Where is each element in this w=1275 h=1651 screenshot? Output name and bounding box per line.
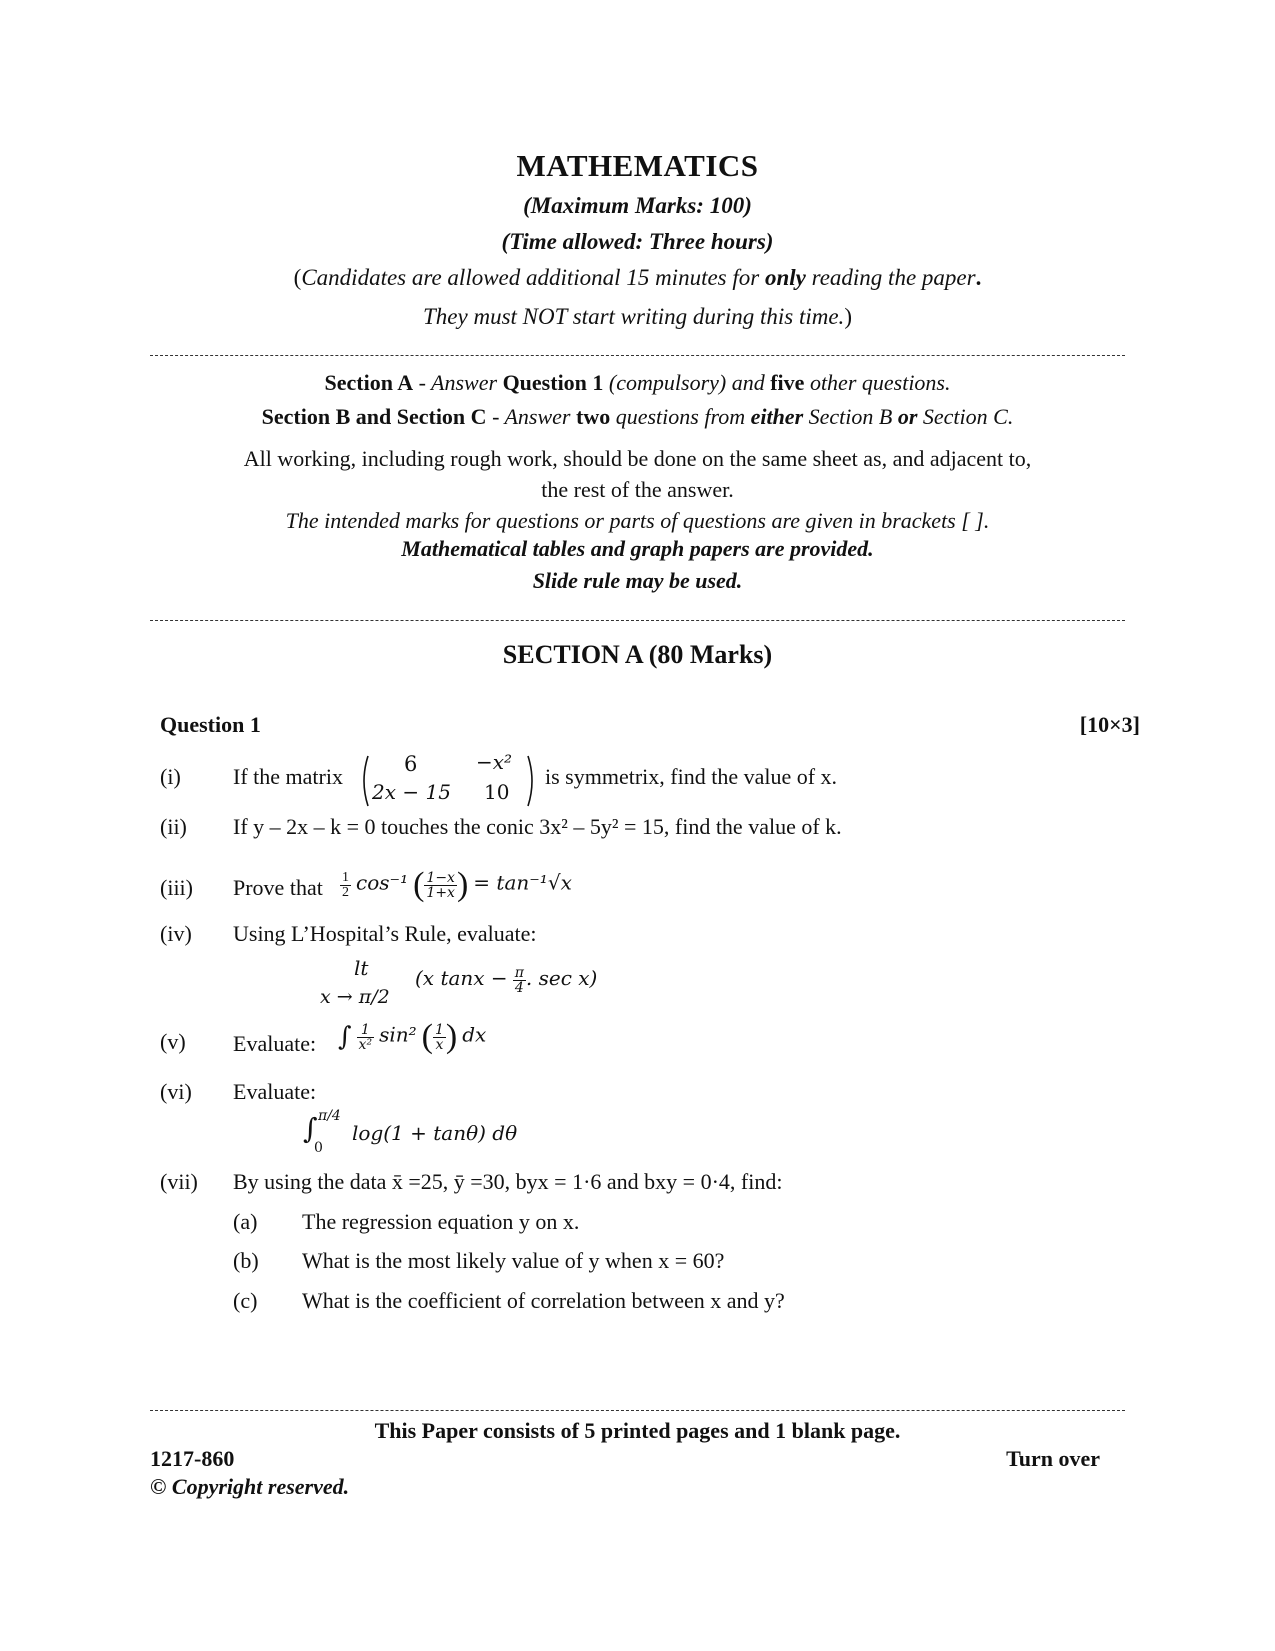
part-ii-label: (ii) [160,814,187,839]
section-a-title: SECTION A (80 Marks) [502,640,773,669]
part-iii-formula: $\frac{1}{2}$ cos⁻¹ ( $\frac{1-x}{1+x}$ ) = tan⁻¹√x [342,866,572,903]
pages-note: This Paper consists of 5 printed pages and 1 blank page. [374,1418,901,1443]
part-vii-text: By using the data x̄ =25, ȳ =30, byx = 1·6 and bxy = 0·4, find: [233,1169,783,1194]
integral-sign: ∫ [303,1112,318,1145]
reading-time-note-line2: They must NOT start writing during this time.) [423,304,852,329]
divider-bottom [150,1410,1125,1411]
part-iii-text-pre: Prove that [233,875,323,900]
part-vi-text: Evaluate: [233,1079,317,1104]
divider-top [150,355,1125,356]
part-iv-text: Using L’Hospital’s Rule, evaluate: [233,921,537,946]
integral-lower-limit: 0 [314,1140,323,1156]
part-ii-text: If y – 2x – k = 0 touches the conic 3x² – 5y² = 15, find the value of k. [233,814,842,839]
marks-note: The intended marks for questions or parts of questions are given in brackets [ ]. [285,508,990,533]
part-v-formula: ∫ $\frac{1}{\text{x²}}$ sin² ( $\frac{1}{x}$ ) dx [338,1018,487,1055]
paper-title: MATHEMATICS [516,148,759,183]
part-iv-label: (iv) [160,921,192,946]
paper-code: 1217-860 [150,1446,235,1471]
divider-middle [150,620,1125,621]
reading-time-note-line1: (Candidates are allowed additional 15 minutes for only reading the paper. [293,265,982,290]
part-i-text-pre: If the matrix [233,764,343,789]
limit-subscript: x → π/2 [320,986,390,1008]
integral-expression: log(1 + tanθ) dθ [352,1121,518,1145]
matrix-a12: −x² [476,750,513,774]
part-vii-b-label: (b) [233,1248,259,1273]
working-instruction-line2: the rest of the answer. [541,477,734,502]
matrix-a22: 10 [484,780,510,804]
part-vii-label: (vii) [160,1169,198,1194]
turn-over: Turn over [1006,1446,1100,1471]
max-marks: (Maximum Marks: 100) [523,193,752,218]
tables-note: Mathematical tables and graph papers are provided. [401,536,874,561]
part-i-label: (i) [160,764,181,789]
limit-expression: (x tanx − $\frac{\pi}{4}$ . sec x) [415,965,598,996]
part-vii-a-text: The regression equation y on x. [302,1209,580,1234]
slide-rule-note: Slide rule may be used. [532,568,743,593]
matrix [358,750,538,812]
question-marks: [10×3] [1079,712,1140,737]
part-vii-c-text: What is the coefficient of correlation between x and y? [302,1288,785,1313]
working-instruction-line1: All working, including rough work, should be done on the same sheet as, and adjacent to, [243,446,1032,471]
part-vi-label: (vi) [160,1079,192,1104]
part-vii-b-text: What is the most likely value of y when x = 60? [302,1248,725,1273]
part-vii-c-label: (c) [233,1288,258,1313]
matrix-a11: 6 [404,752,418,776]
integral-upper-limit: π/4 [318,1108,341,1124]
section-bc-instruction: Section B and Section C - Answer two questions from either Section B or Section C. [261,404,1014,429]
question-label: Question 1 [160,712,261,737]
copyright: © Copyright reserved. [150,1474,350,1499]
limit-lt: lt [354,956,369,980]
part-v-text-pre: Evaluate: [233,1031,317,1056]
time-allowed: (Time allowed: Three hours) [501,229,774,254]
matrix-a21: 2x − 15 [372,780,451,804]
part-vii-a-label: (a) [233,1209,258,1234]
part-i-text-post: is symmetrix, find the value of x. [545,764,838,789]
part-v-label: (v) [160,1029,186,1054]
part-iii-label: (iii) [160,875,193,900]
section-a-instruction: Section A - Answer Question 1 (compulsory) and five other questions. [324,370,951,395]
